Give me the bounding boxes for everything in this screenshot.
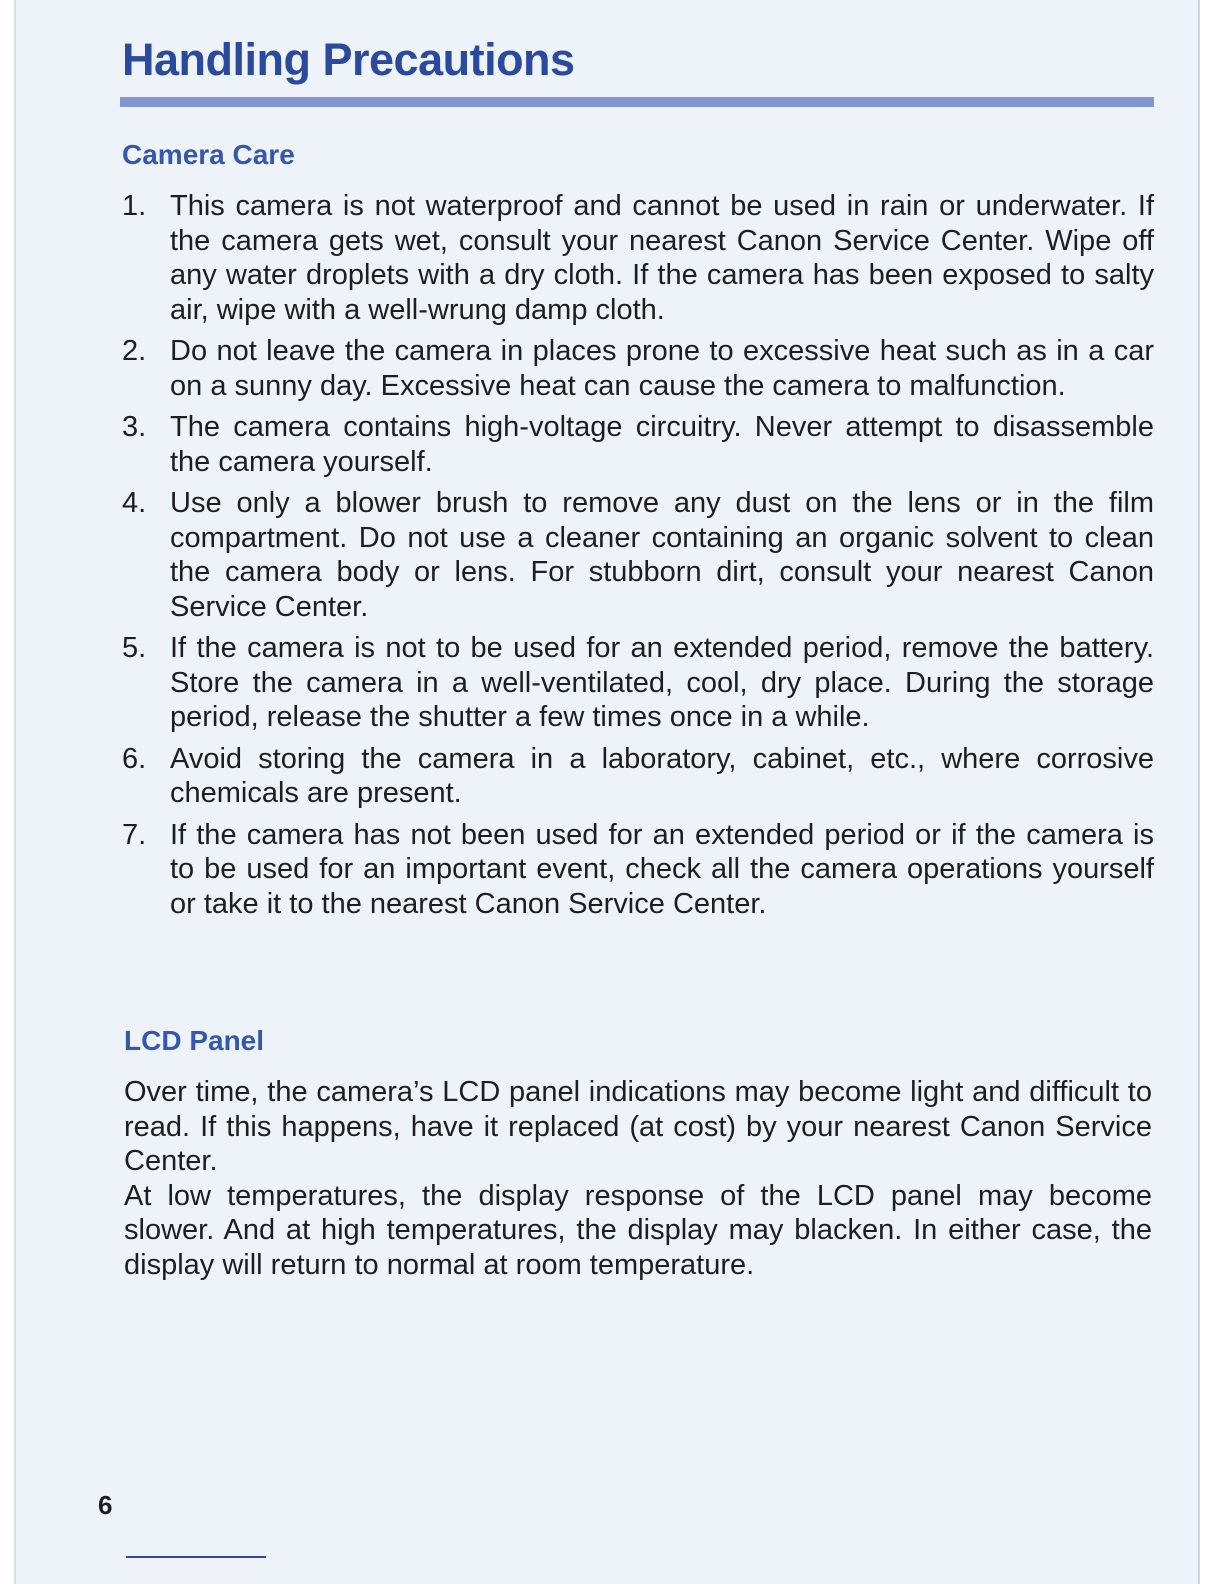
item-text: Use only a blower brush to remove any dust on the lens or in the film compartment. Do not use a cleaner containing an organic solvent to clean the camera body or lens. For stubborn dirt, consult your nearest Canon Service Center. [170, 487, 1154, 623]
list-item [122, 631, 1154, 735]
item-text: Do not leave the camera in places prone to excessive heat such as in a car on a sunny day. Excessive heat can cause the camera to malfunction. [170, 335, 1154, 402]
manual-page [14, 0, 1200, 1584]
list-item [122, 334, 1154, 403]
list-item [122, 410, 1154, 479]
lcd-paragraph: Over time, the camera’s LCD panel indications may become light and difficult to read. If this happens, have it replaced (at cost) by your nearest Canon Service Center. [124, 1076, 1152, 1177]
item-number: 4. [122, 487, 147, 519]
item-text: Avoid storing the camera in a laboratory, cabinet, etc., where corrosive chemicals are present. [170, 742, 1154, 809]
item-number: 5. [122, 632, 147, 664]
lcd-panel-body [124, 1075, 1152, 1282]
camera-care-list [122, 189, 1154, 928]
item-text: This camera is not waterproof and cannot be used in rain or underwater. If the camera gets wet, consult your nearest Canon Service Center. Wipe off any water droplets with a dry cloth. If the camera has been exposed to salty air, wipe with a well-wrung damp cloth. [170, 190, 1154, 326]
item-number: 7. [122, 818, 147, 851]
list-item [122, 742, 1154, 811]
list-item [122, 189, 1154, 327]
item-number: 1. [122, 190, 147, 222]
page-number: 6 [98, 1490, 113, 1520]
list-item [122, 818, 1154, 922]
item-number: 3. [122, 411, 147, 443]
item-text: If the camera has not been used for an extended period or if the camera is to be used for an important event, check all the camera operations yourself or take it to the nearest Canon Service Center. [170, 818, 1154, 920]
item-text: If the camera is not to be used for an extended period, remove the battery. Store the camera in a well-ventilated, cool, dry place. During the storage period, release the shutter a few times once in a while. [170, 632, 1154, 733]
item-number: 2. [122, 335, 147, 367]
page-title: Handling Precautions [122, 34, 575, 85]
item-text: The camera contains high-voltage circuitry. Never attempt to disassemble the camera yourself. [170, 411, 1154, 478]
lcd-panel-heading: LCD Panel [124, 1025, 265, 1056]
list-item [122, 486, 1154, 624]
lcd-paragraph: At low temperatures, the display response of the LCD panel may become slower. And at high temperatures, the display may blacken. In either case, the display will return to normal at room temperature. [124, 1179, 1152, 1281]
title-underline [120, 97, 1154, 107]
camera-care-heading: Camera Care [122, 139, 295, 170]
item-number: 6. [122, 742, 147, 775]
bottom-edge-line [126, 1556, 266, 1558]
